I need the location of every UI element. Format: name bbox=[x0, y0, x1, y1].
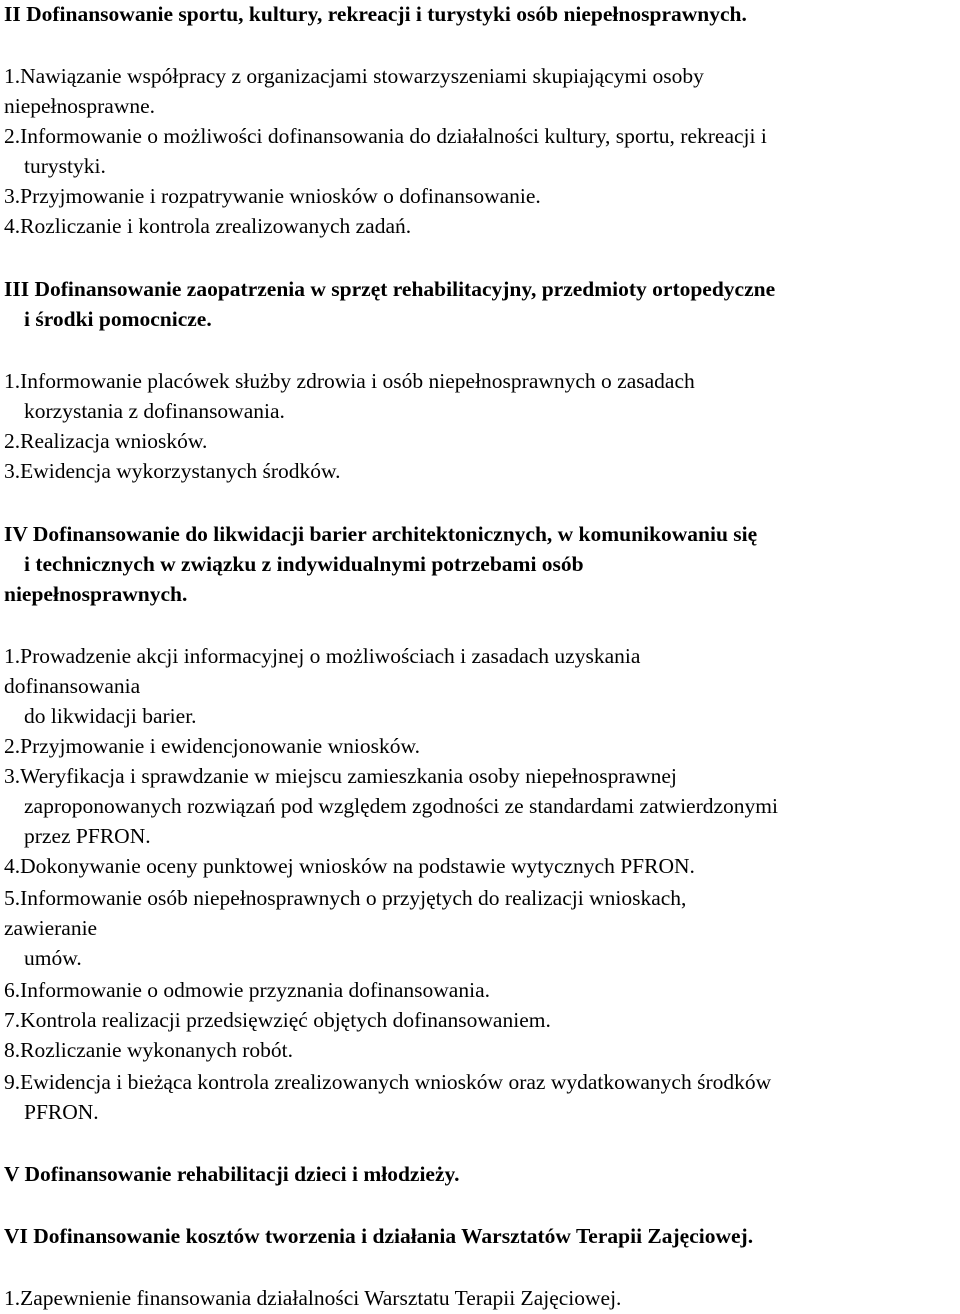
list-item: 7.Kontrola realizacji przedsięwzięć objętych dofinansowaniem. bbox=[4, 1008, 551, 1032]
section-heading-continuation: niepełnosprawnych. bbox=[4, 582, 188, 606]
list-item: 4.Rozliczanie i kontrola zrealizowanych zadań. bbox=[4, 214, 412, 238]
list-item: 9.Ewidencja i bieżąca kontrola zrealizowanych wniosków oraz wydatkowanych środków bbox=[4, 1070, 772, 1094]
section-heading: V Dofinansowanie rehabilitacji dzieci i młodzieży. bbox=[4, 1162, 460, 1186]
section-heading: II Dofinansowanie sportu, kultury, rekreacji i turystyki osób niepełnosprawnych. bbox=[4, 2, 747, 26]
list-item: 1.Informowanie placówek służby zdrowia i osób niepełnosprawnych o zasadach bbox=[4, 369, 695, 393]
list-item: 4.Dokonywanie oceny punktowej wniosków na podstawie wytycznych PFRON. bbox=[4, 854, 695, 878]
list-item: 2.Realizacja wniosków. bbox=[4, 429, 208, 453]
list-item: 2.Informowanie o możliwości dofinansowania do działalności kultury, sportu, rekreacji i bbox=[4, 124, 767, 148]
section-heading-continuation: i technicznych w związku z indywidualnymi potrzebami osób bbox=[24, 552, 584, 576]
list-item-continuation: turystyki. bbox=[24, 154, 106, 178]
section-heading: III Dofinansowanie zaopatrzenia w sprzęt rehabilitacyjny, przedmioty ortopedyczne bbox=[4, 277, 776, 301]
list-item-continuation: niepełnosprawne. bbox=[4, 94, 156, 118]
list-item: 8.Rozliczanie wykonanych robót. bbox=[4, 1038, 293, 1062]
list-item-continuation: dofinansowania bbox=[4, 674, 141, 698]
list-item: 1.Zapewnienie finansowania działalności Warsztatu Terapii Zajęciowej. bbox=[4, 1286, 622, 1310]
list-item-continuation: umów. bbox=[24, 946, 82, 970]
section-heading: VI Dofinansowanie kosztów tworzenia i działania Warsztatów Terapii Zajęciowej. bbox=[4, 1224, 754, 1248]
section-heading-continuation: i środki pomocnicze. bbox=[24, 307, 212, 331]
list-item: 1.Nawiązanie współpracy z organizacjami stowarzyszeniami skupiającymi osoby bbox=[4, 64, 704, 88]
list-item: 5.Informowanie osób niepełnosprawnych o przyjętych do realizacji wnioskach, bbox=[4, 886, 687, 910]
list-item: 2.Przyjmowanie i ewidencjonowanie wniosków. bbox=[4, 734, 420, 758]
list-item: 3.Ewidencja wykorzystanych środków. bbox=[4, 459, 341, 483]
list-item: 6.Informowanie o odmowie przyznania dofinansowania. bbox=[4, 978, 490, 1002]
list-item-continuation: przez PFRON. bbox=[24, 824, 151, 848]
list-item-continuation: do likwidacji barier. bbox=[24, 704, 197, 728]
list-item-continuation: zaproponowanych rozwiązań pod względem zgodności ze standardami zatwierdzonymi bbox=[24, 794, 779, 818]
list-item: 3.Weryfikacja i sprawdzanie w miejscu zamieszkania osoby niepełnosprawnej bbox=[4, 764, 677, 788]
list-item: 1.Prowadzenie akcji informacyjnej o możliwościach i zasadach uzyskania bbox=[4, 644, 641, 668]
list-item-continuation: PFRON. bbox=[24, 1100, 99, 1124]
list-item-continuation: korzystania z dofinansowania. bbox=[24, 399, 285, 423]
list-item: 3.Przyjmowanie i rozpatrywanie wniosków o dofinansowanie. bbox=[4, 184, 541, 208]
section-heading: IV Dofinansowanie do likwidacji barier architektonicznych, w komunikowaniu się bbox=[4, 522, 758, 546]
list-item-continuation: zawieranie bbox=[4, 916, 98, 940]
